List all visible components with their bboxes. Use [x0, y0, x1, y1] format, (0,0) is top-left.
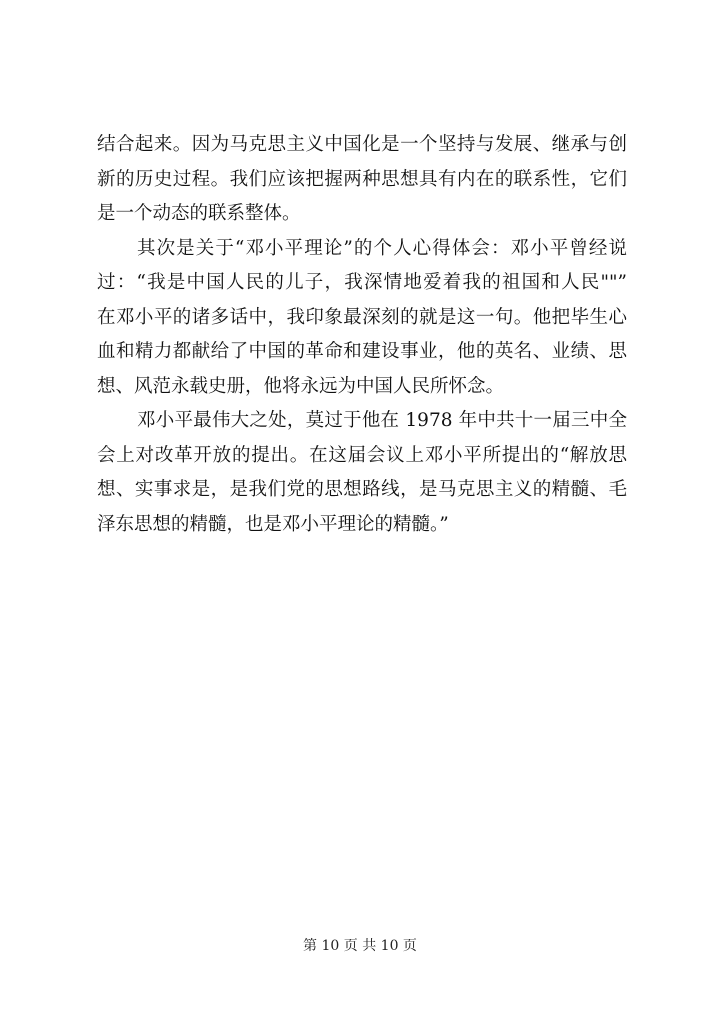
text-line: 结合起来。因为马克思主义中国化是一个坚持与发展、继承与创 — [97, 134, 627, 155]
text-line: 在邓小平的诸多话中，我印象最深刻的就是这一句。他把毕生心 — [97, 306, 627, 328]
paragraph-3 — [97, 404, 627, 542]
text-line: 新的历史过程。我们应该把握两种思想具有内在的联系性，它们 — [97, 168, 627, 190]
text-line: 血和精力都献给了中国的革命和建设事业，他的英名、业绩、思 — [97, 341, 627, 362]
paragraph-1 — [97, 128, 627, 232]
text-line: 是一个动态的联系整体。 — [97, 203, 301, 224]
document-body — [97, 128, 627, 542]
text-line: 会上对改革开放的提出。在这届会议上邓小平所提出的“解放思 — [97, 444, 627, 466]
page-footer: 第 10 页 共 10 页 — [303, 938, 417, 954]
text-line: 泽东思想的精髓，也是邓小平理论的精髓。” — [97, 513, 449, 535]
text-line: 想、风范永载史册，他将永远为中国人民所怀念。 — [97, 375, 505, 397]
text-line: 邓小平最伟大之处，莫过于他在 1978 年中共十一届三中全 — [137, 410, 627, 431]
paragraph-2 — [97, 232, 627, 405]
text-line: 过：“我是中国人民的儿子，我深情地爱着我的祖国和人民""” — [97, 272, 627, 293]
text-line: 其次是关于“邓小平理论”的个人心得体会：邓小平曾经说 — [137, 237, 627, 259]
text-line: 想、实事求是，是我们党的思想路线，是马克思主义的精髓、毛 — [97, 479, 627, 500]
